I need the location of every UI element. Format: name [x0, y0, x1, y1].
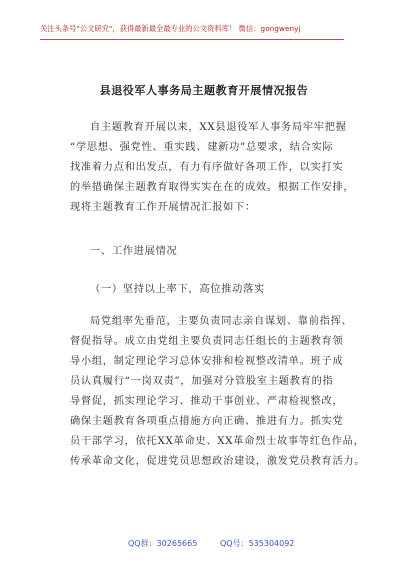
- subsection-heading: （一）坚持以上率下，高位推动落实: [90, 284, 265, 295]
- document-title: 县退役军人事务局主题教育开展情况报告: [99, 84, 309, 97]
- intro-line: “学思想、强党性、重实践、建新功”总要求，结合实际: [70, 142, 334, 153]
- paragraph-line: 局党组率先垂范，主要负责同志亲自谋划、靠前指挥、: [90, 316, 353, 327]
- section-heading: 一、工作进展情况: [90, 246, 178, 257]
- paragraph-line: 导督促，抓实理论学习、推动干事创业、严肃检视整改，: [70, 396, 344, 407]
- paragraph-line: 传承革命文化，促进党员思想政治建设，激发党员教育活力。: [70, 456, 366, 467]
- footer-qq-number: QQ号：535304092: [220, 539, 295, 548]
- header-divider: [40, 39, 344, 40]
- intro-line: 的举措确保主题教育取得实实在在的成效。根据工作安排，: [70, 182, 355, 193]
- footer-qq-group: QQ群：30265665: [128, 539, 198, 548]
- paragraph-line: 确保主题教育各项重点措施方向正确、推进有力。抓实党: [70, 416, 344, 427]
- paragraph-line: 员干部学习，依托XX革命史、XX革命烈士故事等红色作品，: [70, 436, 365, 447]
- header-banner: 关注头条号"公文研究"，获得最新最全最专业的公文资料库！ 微信：gongwenyj: [40, 24, 301, 33]
- footer: [0, 538, 408, 552]
- intro-paragraph: [70, 118, 355, 218]
- intro-line: 找准着力点和出发点，有力有序做好各项工作，以实打实: [70, 162, 344, 173]
- paragraph-line: 员认真履行“一岗双责”，加强对分管股室主题教育的指: [70, 376, 334, 387]
- intro-line: 自主题教育开展以来，XX县退役军人事务局牢牢把握: [90, 122, 347, 133]
- intro-line: 现将主题教育工作开展情况汇报如下：: [70, 202, 256, 213]
- paragraph-line: 导小组，制定理论学习总体安排和检视整改清单。班子成: [70, 356, 344, 367]
- body-paragraph: [70, 312, 366, 472]
- paragraph-line: 督促指导。成立由党组主要负责同志任组长的主题教育领: [70, 336, 344, 347]
